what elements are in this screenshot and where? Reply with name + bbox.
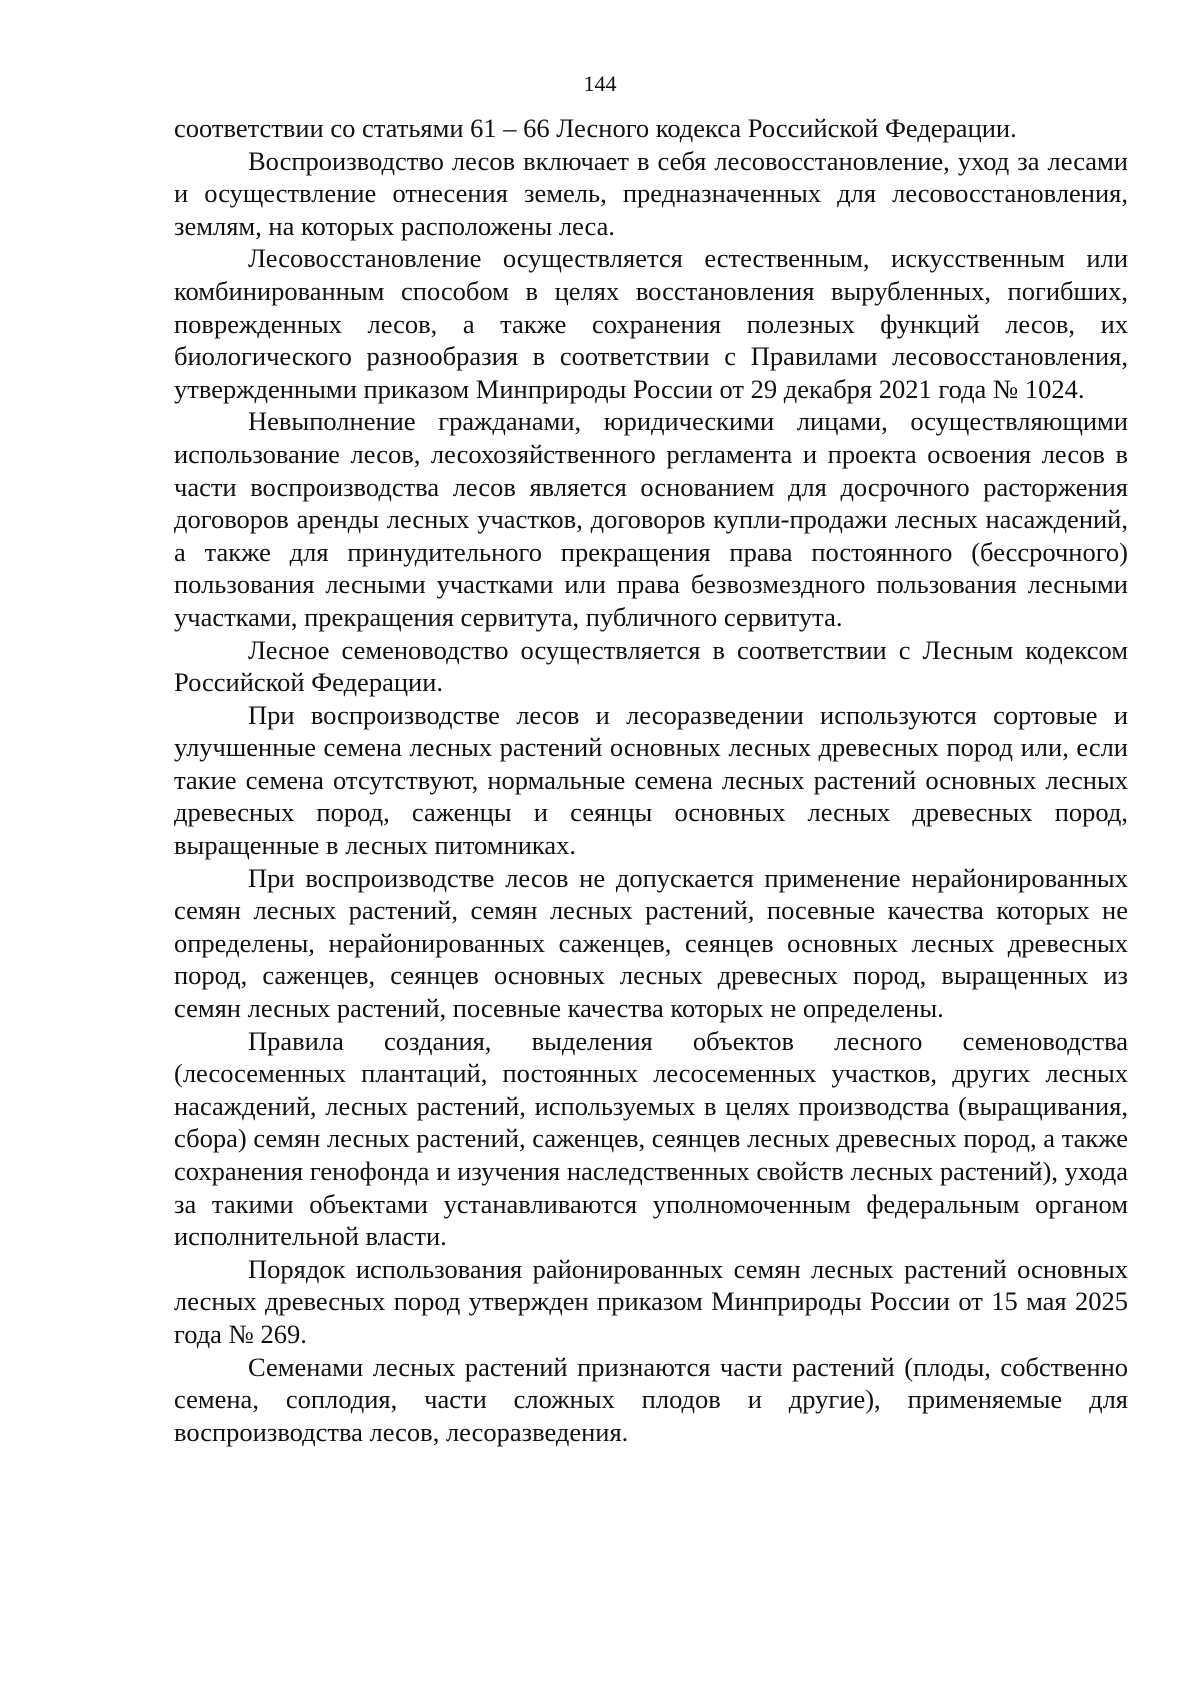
paragraph: Воспроизводство лесов включает в себя лесовосстановление, уход за лесами и осуществление отнесения земель, предназначенных для лесовосстановления, землям, на которых расположены леса.	[174, 145, 1128, 241]
paragraph: Правила создания, выделения объектов лесного семеноводства (лесосеменных плантаций, постоянных лесосеменных участков, других лесных насаждений, лесных растений, используемых в целях производства (выращивания, сбора) семян лесных растений, саженцев, сеянцев лесных древесных пород, а также сохранения генофонда и изучения наследственных свойств лесных растений), ухода за такими объектами устанавливаются уполномоченным федеральным органом исполнительной власти.	[174, 1025, 1128, 1252]
paragraph: Лесное семеноводство осуществляется в соответствии с Лесным кодексом Российской Федерации.	[174, 634, 1128, 698]
paragraph-continuation: соответствии со статьями 61 – 66 Лесного кодекса Российской Федерации.	[174, 113, 1017, 143]
paragraph: При воспроизводстве лесов и лесоразведении используются сортовые и улучшенные семена лесных растений основных лесных древесных пород или, если такие семена отсутствуют, нормальные семена лесных растений основных лесных древесных пород, саженцы и сеянцы основных лесных древесных пород, выращенные в лесных питомниках.	[174, 699, 1128, 861]
page-number: 144	[583, 71, 617, 96]
document-body	[174, 112, 1128, 1448]
paragraph: Порядок использования районированных семян лесных растений основных лесных древесных пород утвержден приказом Минприроды России от 15 мая 2025 года № 269.	[174, 1253, 1128, 1349]
paragraph: Семенами лесных растений признаются части растений (плоды, собственно семена, соплодия, части сложных плодов и другие), применяемые для воспроизводства лесов, лесоразведения.	[174, 1351, 1128, 1447]
paragraph: При воспроизводстве лесов не допускается применение нерайонированных семян лесных растений, семян лесных растений, посевные качества которых не определены, нерайонированных саженцев, сеянцев основных лесных древесных пород, саженцев, сеянцев основных лесных древесных пород, выращенных из семян лесных растений, посевные качества которых не определены.	[174, 862, 1128, 1024]
paragraph: Невыполнение гражданами, юридическими лицами, осуществляющими использование лесов, лесохозяйственного регламента и проекта освоения лесов в части воспроизводства лесов является основанием для досрочного расторжения договоров аренды лесных участков, договоров купли-продажи лесных насаждений, а также для принудительного прекращения права постоянного (бессрочного) пользования лесными участками или права безвозмездного пользования лесными участками, прекращения сервитута, публичного сервитута.	[174, 406, 1128, 632]
paragraph: Лесовосстановление осуществляется естественным, искусственным или комбинированным способом в целях восстановления вырубленных, погибших, поврежденных лесов, а также сохранения полезных функций лесов, их биологического разнообразия в соответствии с Правилами лесовосстановления, утвержденными приказом Минприроды России от 29 декабря 2021 года № 1024.	[174, 243, 1128, 404]
